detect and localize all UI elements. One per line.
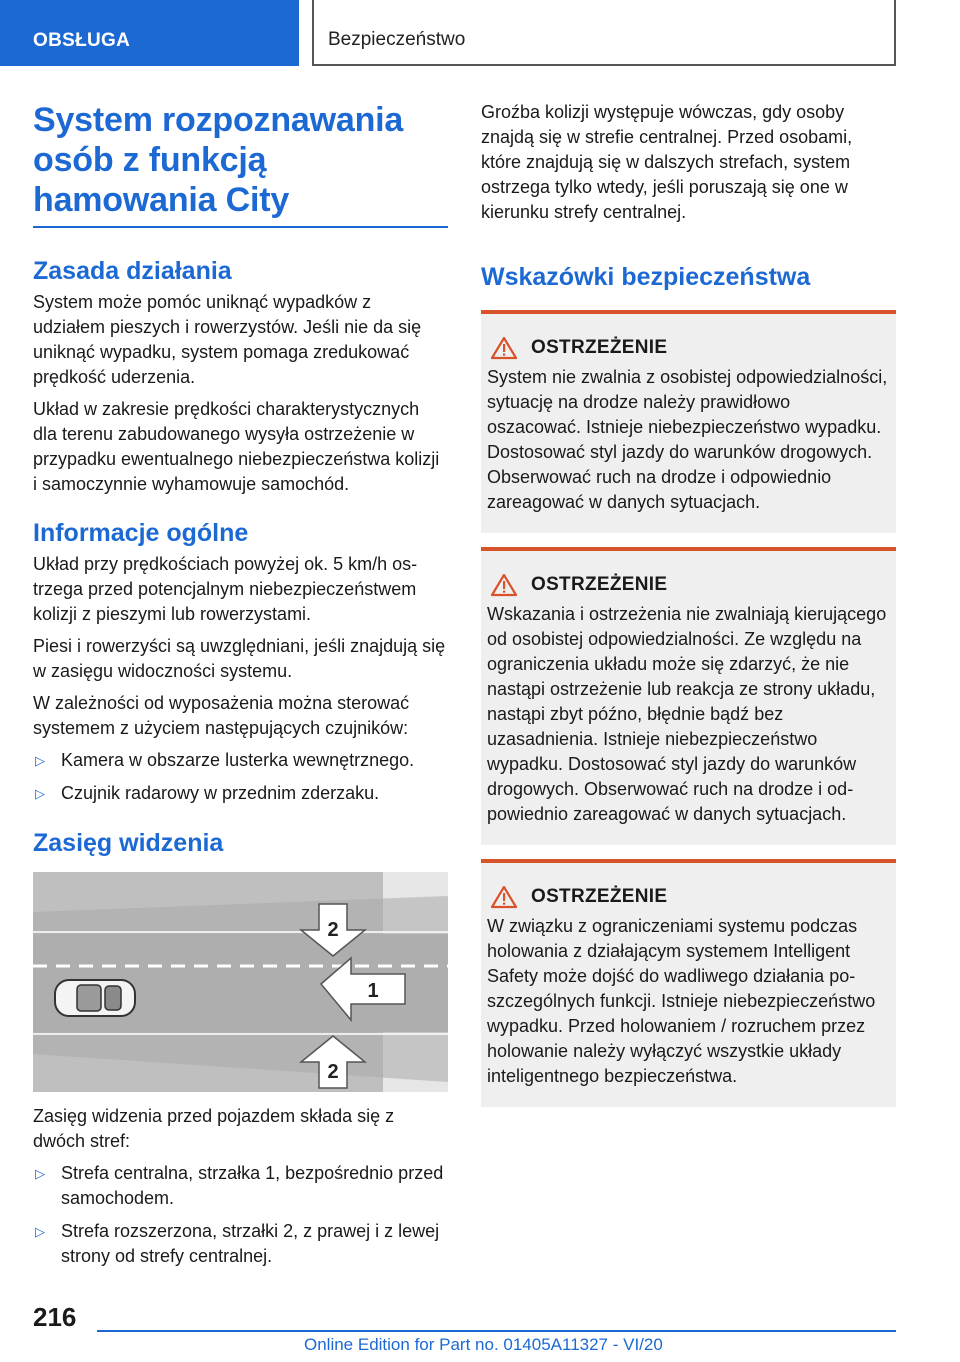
heading-safety: Wskazówki bezpieczeństwa: [481, 263, 811, 291]
list-item: ▷ Strefa rozszerzona, strzałki 2, z prawej i z lewej strony od strefy centralnej.: [35, 1221, 440, 1266]
warning-triangle-icon: [491, 885, 517, 909]
warning-text: W związku z ograniczeniami systemu podczas holowania z działającym systemem Intelligent Safety może dojść do wadliwego działania poszczególnych funkcji. Istnieje niebezpieczeństwo wypadku. Przed holowaniem / rozruchem przez holowanie należy wyłączyć wszystkie układy inteligentnego bezpieczeństwa.: [487, 916, 876, 1086]
warning-text: System nie zwalnia z osobistej odpowiedzialności, sytuację na drodze należy prawidłowo oszacować. Istnieje niebezpieczeństwo wypadku. Dostosować styl jazdy do warunków drogowych. Obserwować ruch na drodze i odpowiednio zareagować w danych sytuacjach.: [487, 367, 888, 512]
warning-title: OSTRZEŻENIE: [531, 337, 668, 358]
triangle-bullet-icon: ▷: [35, 1166, 45, 1181]
principle-paragraph-1: System może pomóc uniknąć wypadków z udziałem pieszych i rowerzystów. Jeśli nie da się uniknąć wypadku, system pomaga zredukować prędkość uderzenia.: [33, 292, 422, 387]
general-paragraph-3: W zależności od wyposażenia można sterować systemem z użyciem następujących czujników:: [33, 693, 410, 738]
footer-divider: [97, 1330, 896, 1332]
warning-title: OSTRZEŻENIE: [531, 574, 668, 595]
svg-text:1: 1: [367, 980, 379, 1002]
general-paragraph-2: Piesi i rowerzyści są uwzględniani, jeśli znajdują się w zasięgu widoczności systemu.: [33, 636, 446, 681]
intro-paragraph: Groźba kolizji występuje wówczas, gdy osoby znajdą się w strefie centralnej. Przed osobami, które znajdują się w dalszych strefach, system ostrzega tylko wtedy, jeśli poruszają się one w kierunku strefy centralnej.: [481, 102, 853, 222]
detection-range-diagram: [33, 872, 448, 1092]
warning-text: Wskazania i ostrzeżenia nie zwalniają kierującego od osobistej odpowiedzialności. Ze względu na ograniczenia układu może się zdarzyć, że nie nastąpi ostrzeżenie lub reakcja ze strony układu, nastąpi zbyt późno, błędnie bądź bez uzasadnienia. Istnieje niebezpieczeństwo wypadku. Dostosować styl jazdy do warunków drogowych. Obserwować ruch na drodze i odpowiednio zareagować w danych sytuacjach.: [487, 604, 887, 824]
left-column: [33, 100, 448, 1277]
warning-box-3: [481, 859, 896, 1107]
footer-edition: Online Edition for Part no. 01405A11327 - VI/20: [304, 1335, 663, 1354]
car-icon: [55, 980, 135, 1016]
list-item: ▷ Strefa centralna, strzałka 1, bezpośrednio przed samochodem.: [35, 1163, 444, 1208]
warning-triangle-icon: [491, 573, 517, 597]
zone-list: [33, 1161, 448, 1269]
right-column: [481, 100, 896, 1121]
svg-text:2: 2: [327, 919, 339, 941]
warning-box-2: [481, 547, 896, 845]
sensor-list: [33, 748, 448, 806]
svg-text:2: 2: [327, 1061, 339, 1083]
title-divider: [33, 226, 448, 228]
triangle-bullet-icon: ▷: [35, 786, 45, 801]
warning-triangle-icon: [491, 336, 517, 360]
range-paragraph-1: Zasięg widzenia przed pojazdem składa się z dwóch stref:: [33, 1106, 395, 1151]
general-paragraph-1: Układ przy prędkościach powyżej ok. 5 km/h ostrzega przed potencjalnym niebezpieczeństwem kolizji z pieszymi lub rowerzystami.: [33, 554, 418, 624]
heading-general: Informacje ogólne: [33, 519, 249, 547]
header-section-label: OBSŁUGA: [33, 30, 131, 51]
list-item: ▷ Czujnik radarowy w przednim zderzaku.: [33, 781, 448, 806]
header-section-tab: [0, 0, 299, 66]
header-chapter-label: Bezpieczeństwo: [328, 29, 466, 50]
triangle-bullet-icon: ▷: [35, 1224, 45, 1239]
triangle-bullet-icon: ▷: [35, 753, 45, 768]
page-title: System rozpoznawania osób z funkcją hamowania City: [33, 101, 404, 219]
principle-paragraph-2: Układ w zakresie prędkości charakterystycznych dla terenu zabudowanego wysyła ostrzeżenie w przypadku ewentualnego niebezpieczeństwa kolizji i samoczynnie wyhamowuje samochód.: [33, 399, 440, 494]
warning-title: OSTRZEŻENIE: [531, 886, 668, 907]
heading-range: Zasięg widzenia: [33, 829, 224, 857]
warning-box-1: [481, 310, 896, 533]
list-item: ▷ Kamera w obszarze lusterka wewnętrznego.: [33, 748, 448, 773]
header-chapter-tab: [312, 0, 896, 66]
page-number: 216: [33, 1302, 77, 1332]
heading-principle: Zasada działania: [33, 257, 232, 285]
